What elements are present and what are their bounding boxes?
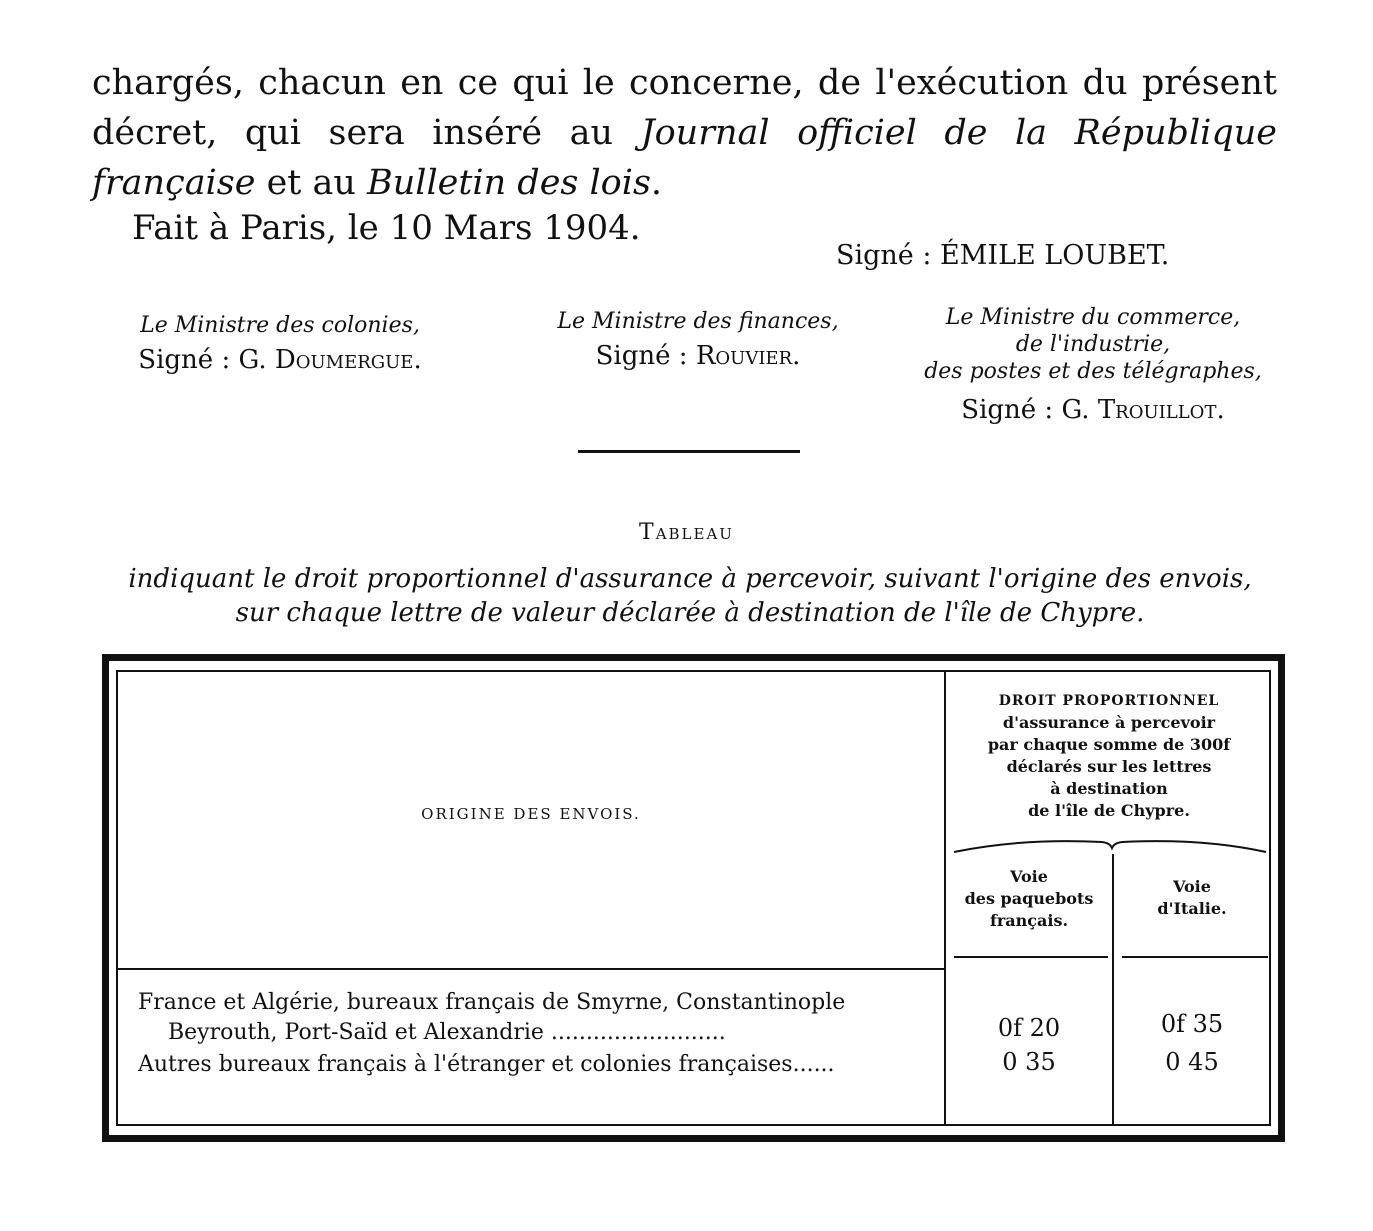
table-row (138, 1050, 938, 1080)
row-origin-line: Autres bureaux français à l'étranger et colonies françaises...... (138, 1052, 835, 1077)
row-value-italie: 0f 35 (1160, 1010, 1224, 1038)
col-header-paquebots: Voie des paquebots français. (964, 867, 1094, 930)
row-origin-line: Beyrouth, Port-Saïd et Alexandrie ......................... (168, 1020, 726, 1045)
paragraph-text-1: chargés, chacun en ce qui le concerne, de l'exécution du présent décret, qui sera inséré au (92, 63, 1277, 153)
bulletin-des-lois-title: Bulletin des lois (367, 163, 651, 203)
minister-title: Le Ministre des finances, (557, 309, 839, 334)
col-header-italie: Voie d'Italie. (1157, 877, 1227, 918)
row-value-italie: 0 45 (1165, 1048, 1219, 1076)
brace-icon (952, 836, 1268, 856)
minister-signature: Signé : G. Doumergue. (138, 345, 422, 375)
table-row (138, 988, 938, 1048)
minister-title-line: des postes et des télégraphes, (924, 359, 1262, 384)
minister-block-commerce (898, 304, 1288, 425)
table-subtitle-line: indiquant le droit proportionnel d'assurance à percevoir, suivant l'origine des envois, (128, 564, 1252, 594)
paragraph-text-2: et au (255, 163, 367, 203)
date-line: Fait à Paris, le 10 Mars 1904. (132, 208, 641, 248)
header-divider (1122, 956, 1268, 958)
separator-rule (578, 450, 800, 453)
paragraph-text-3: . (650, 163, 663, 203)
minister-title-line: Le Ministre du commerce, (945, 305, 1241, 330)
row-value-paquebots: 0f 20 (997, 1014, 1061, 1042)
decree-paragraph (92, 58, 1277, 208)
droit-header: DROIT PROPORTIONNEL d'assurance à percevoir par chaque somme de 300f déclarés sur les lettres à destination de l'île de Chypre. (987, 693, 1231, 820)
minister-title: Le Ministre des colonies, (140, 313, 420, 338)
minister-block-colonies (100, 312, 460, 375)
table-subtitle-line: sur chaque lettre de valeur déclarée à destination de l'île de Chypre. (235, 598, 1145, 628)
table-title: Tableau (639, 520, 734, 545)
row-origin-line: France et Algérie, bureaux français de Smyrne, Constantinople (138, 990, 846, 1015)
header-divider (954, 956, 1108, 958)
minister-block-finances (528, 308, 868, 371)
president-signature: Signé : ÉMILE LOUBET. (836, 240, 1170, 271)
minister-signature: Signé : G. Trouillot. (961, 395, 1225, 425)
table-subtitle (100, 562, 1280, 630)
minister-signature: Signé : Rouvier. (595, 341, 801, 371)
origin-header: ORIGINE DES ENVOIS. (421, 805, 641, 823)
minister-title-line: de l'industrie, (1015, 332, 1171, 357)
header-divider (118, 968, 944, 970)
row-value-paquebots: 0 35 (1002, 1048, 1056, 1076)
journal-officiel-title: Journal officiel de la République française (92, 113, 1277, 203)
table-inner-frame (116, 670, 1271, 1126)
